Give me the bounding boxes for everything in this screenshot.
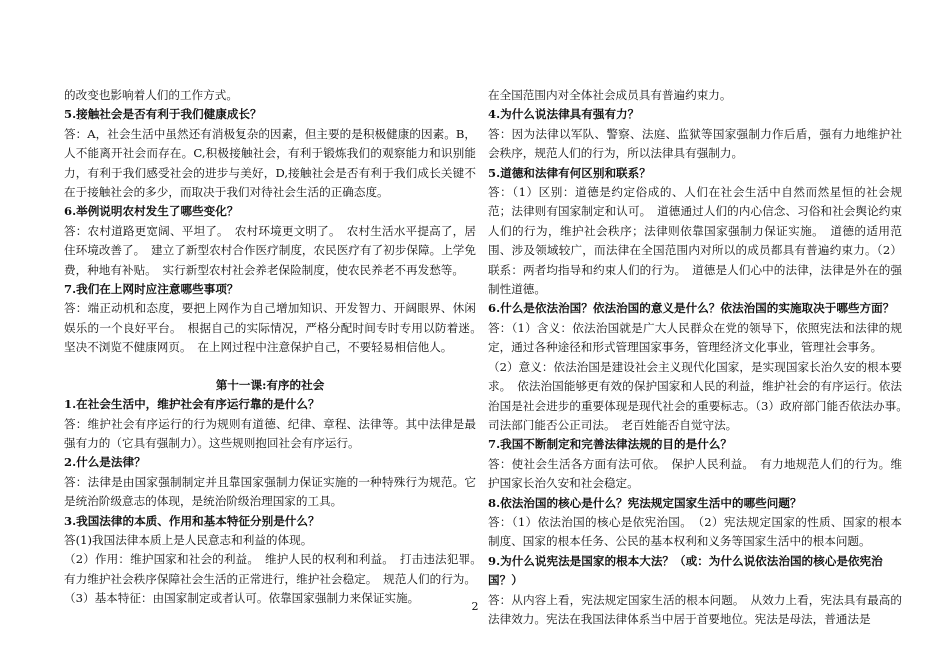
answer-paragraph: 答：因为法律以军队、警察、法庭、监狱等国家强制力作后盾，强有力地维护社会秩序，规范人们的行为，所以法律具有强制力。 xyxy=(488,126,902,161)
right-column xyxy=(488,86,914,629)
page-number: 2 xyxy=(471,600,479,613)
lesson-title: 第十一课:有序的社会 xyxy=(215,377,325,392)
answer-paragraph: 答：（1）区别：道德是约定俗成的、人们在社会生活中自然而然星恒的社会规范；法律则有国家制定和认可。 道德通过人们的内心信念、习俗和社会舆论约束人们的行为，维护社会秩序；法律则依靠国家强制力保证实施。 道德的适用范围、涉及领域较广，而法律在全国范围内对所以的成员都具有普遍约束力。（2）联系：两者均指导和约束人们的行为。 道德是人们心中的法律，法律是外在的强制性道德。 xyxy=(488,185,902,297)
answer-paragraph: 答：农村道路更宽阔、平坦了。 农村环境更文明了。 农村生活水平提高了，居住环境改善了。 建立了新型农村合作医疗制度，农民医疗有了初步保障。上学免费，种地有补贴。 实行新型农村社会养老保险制度，使农民养老不再发愁等。 xyxy=(64,223,476,277)
question-heading: 2.什么是法律？ xyxy=(64,455,146,470)
answer-paragraph: 答：端正动机和态度，要把上网作为自己增加知识、开发智力、开阔眼界、休闲娱乐的一个良好平台。 根据自己的实际情况，严格分配时间专时专用以防着迷。 坚决不浏览不健康网页。 在上网过程中注意保护自己，不要轻易相信他人。 xyxy=(64,301,488,355)
answer-paragraph: 答：（1）依法治国的核心是依宪治国。 （2）宪法规定国家的性质、国家的根本制度、国家的根本任务、公民的基本权利和义务等国家生活中的根本问题。 xyxy=(488,514,902,549)
answer-paragraph: 在全国范围内对全体社会成员具有普遍约束力。 xyxy=(488,88,732,102)
question-heading: 8.依法治国的核心是什么？宪法规定国家生活中的哪些问题？ xyxy=(488,495,802,510)
question-heading: 9.为什么说宪法是国家的根本大法？（或：为什么说依法治国的核心是依宪治国？） xyxy=(488,553,883,588)
question-heading: 5.接触社会是否有利于我们健康成长？ xyxy=(64,107,262,122)
answer-paragraph: （2）意义：依法治国是建设社会主义现代化国家，是实现国家长治久安的根本要求。 依法治国能够更有效的保护国家和人民的利益，维护社会的有序运行。依法治国是社会进步的重要体现是现代社会的重要标志。（3）政府部门能否依法办事。 司法部门能否公正司法。 老百姓能否自觉守法。 xyxy=(488,359,914,432)
answer-paragraph: 的改变也影响着人们的工作方式。 xyxy=(64,88,238,102)
question-heading: 7.我们在上网时应注意哪些事项？ xyxy=(64,282,239,297)
question-heading: 6.什么是依法治国？依法治国的意义是什么？依法治国的实施取决于哪些方面？ xyxy=(488,301,895,316)
answer-paragraph: （2）作用：维护国家和社会的利益。 维护人民的权利和利益。 打击违法犯罪。 有力维护社会秩序保障社会生活的正常进行，维护社会稳定。 规范人们的行为。（3）基本特征：由国家制定或者认可。依靠国家强制力来保证实施。 xyxy=(64,552,488,606)
answer-paragraph: 答：使社会生活各方面有法可依。 保护人民利益。 有力地规范人们的行为。维护国家长治久安和社会稳定。 xyxy=(488,456,902,491)
question-heading: 3.我国法律的本质、作用和基本特征分别是什么？ xyxy=(64,513,320,528)
answer-paragraph: 答：法律是由国家强制制定并且靠国家强制力保证实施的一种特殊行为规范。它是统治阶级意志的体现，是统治阶级治理国家的工具。 xyxy=(64,474,476,509)
answer-paragraph: 答：A，社会生活中虽然还有消极复杂的因素，但主要的是积极健康的因素。B，人不能离开社会而存在。C,积极接触社会，有利于锻炼我们的观察能力和识别能力，有利于我们感受社会的进步与美好，D,接触社会是否有利于我们成长关键不在于接触社会的多少，而取决于我们对待社会生活的正确态度。 xyxy=(64,126,476,200)
question-heading: 5.道德和法律有何区别和联系？ xyxy=(488,165,651,180)
question-heading: 4.为什么说法律具有强有力？ xyxy=(488,107,640,122)
answer-paragraph: 答(1)我国法律本质上是人民意志和利益的体现。 xyxy=(64,532,313,547)
question-heading: 7.我国不断制定和完善法律法规的目的是什么？ xyxy=(488,437,732,452)
answer-paragraph: 答：从内容上看，宪法规定国家生活的根本问题。 从效力上看，宪法具有最高的法律效力。宪法在我国法律体系当中居于首要地位。宪法是母法，普通法是 xyxy=(488,592,902,626)
answer-paragraph: 答：（1）含义：依法治国就是广大人民群众在党的领导下，依照宪法和法律的规定，通过各种途径和形式管理国家事务，管理经济文化事业，管理社会事务。 xyxy=(488,320,902,355)
spacer xyxy=(64,358,476,376)
question-heading: 1.在社会生活中，维护社会有序运行靠的是什么？ xyxy=(64,397,320,412)
question-heading: 6.举例说明农村发生了哪些变化？ xyxy=(64,204,239,219)
left-column xyxy=(64,86,488,609)
answer-paragraph: 答：维护社会有序运行的行为规则有道德、纪律、章程、法律等。其中法律是最强有力的（它具有强制力）。这些规则抱回社会有序运行。 xyxy=(64,416,476,450)
